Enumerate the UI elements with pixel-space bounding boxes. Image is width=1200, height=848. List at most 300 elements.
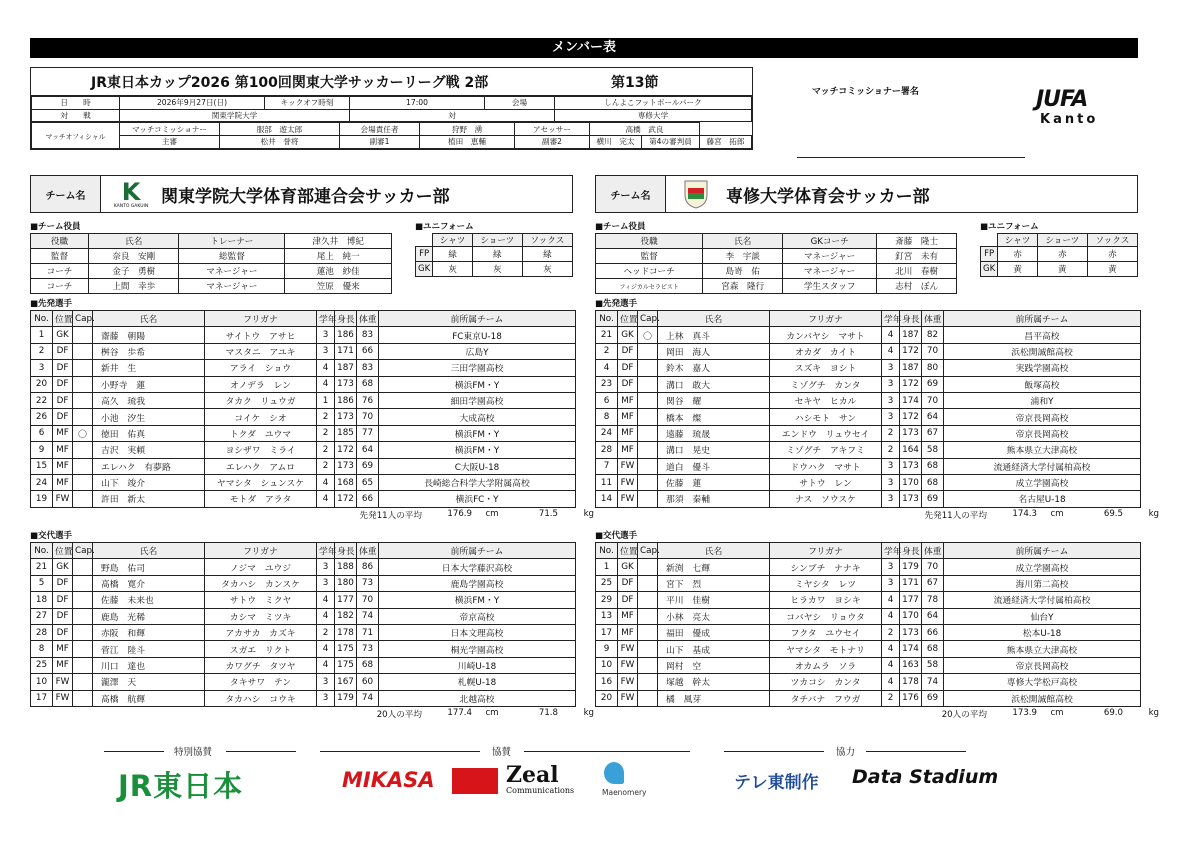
player-name: 佐藤 蓮 [658,474,770,490]
home-staff-table [30,233,392,294]
player-grade: 3 [317,690,335,706]
player-height: 170 [900,474,922,490]
uniform-color: 赤 [1037,247,1087,262]
staff-row [596,249,957,264]
staff-name: 北川 春樹 [877,264,957,279]
player-number: 22 [31,392,53,408]
average-label: 20人の平均 [376,710,422,720]
player-furigana: カワグチ タツヤ [205,657,317,673]
player-grade: 4 [882,641,900,657]
player-height: 172 [900,409,922,425]
player-height: 171 [335,343,357,359]
player-position: MF [53,425,73,441]
player-furigana: タカハシ コウキ [205,690,317,706]
player-weight: 58 [922,657,944,673]
player-prev-team: 浜松開誠館高校 [944,690,1141,706]
player-grade: 4 [882,657,900,673]
player-captain [638,575,658,591]
staff-header: 役職 [31,234,89,249]
unit-kg: kg [583,708,594,718]
player-row [596,690,1141,706]
player-weight: 68 [922,641,944,657]
player-weight: 83 [357,327,379,343]
player-name: 髙橋 寛介 [93,575,205,591]
player-number: 20 [31,376,53,392]
column-header: 学年 [882,543,900,559]
uniform-header: ソックス [1087,234,1137,247]
player-furigana: オカムラ ソラ [770,657,882,673]
player-grade: 3 [317,674,335,690]
player-prev-team: 熊本県立大津高校 [944,442,1141,458]
player-furigana: シンブチ ナナキ [770,559,882,575]
staff-header: トレーナー [179,234,285,249]
staff-role: 監督 [596,249,703,264]
column-header: 位置 [53,311,73,327]
away-uniform-table [980,233,1138,277]
player-prev-team: 帝京長岡高校 [944,409,1141,425]
player-captain [73,608,93,624]
uniform-color: 灰 [433,262,472,277]
average-height: 176.9 [447,508,472,519]
player-row [31,641,576,657]
column-header: 位置 [53,543,73,559]
player-number: 19 [31,491,53,507]
player-prev-team: 流通経済大学付属柏高校 [944,458,1141,474]
player-prev-team: 鹿島学園高校 [379,575,576,591]
staff-row [596,264,957,279]
unit-cm: cm [485,508,499,519]
player-furigana: カシマ ミツキ [205,608,317,624]
player-prev-team: 実践学園高校 [944,360,1141,376]
column-header: 身長 [335,311,357,327]
player-name: 那須 秦輔 [658,491,770,507]
average-height: 173.9 [1012,708,1037,718]
staff-name: 李 宇談 [703,249,783,264]
player-position: DF [53,409,73,425]
staff-header: 津久井 博紀 [285,234,392,249]
player-grade: 3 [317,575,335,591]
player-weight: 68 [922,474,944,490]
player-row [31,624,576,640]
player-grade: 3 [882,392,900,408]
player-captain [73,674,93,690]
player-prev-team: 成立学園高校 [944,474,1141,490]
average-weight: 69.5 [1103,508,1123,519]
player-height: 172 [335,442,357,458]
player-captain [73,343,93,359]
player-row [596,360,1141,376]
player-number: 13 [596,608,618,624]
player-prev-team: 横浜FM・Y [379,425,576,441]
player-position: DF [618,575,638,591]
player-name: 山下 基成 [658,641,770,657]
player-height: 167 [335,674,357,690]
staff-name: 奈良 安剛 [89,249,179,264]
ar1-label: 副審1 [340,136,420,149]
away-subs-title: ■交代選手 [595,531,638,541]
venue: しんよこフットボールパーク [555,97,752,110]
match-date: 2026年9月27日(日) [120,97,265,110]
player-number: 24 [31,474,53,490]
player-number: 10 [596,657,618,673]
player-grade: 2 [317,409,335,425]
player-row [31,559,576,575]
average-height: 177.4 [447,708,472,718]
player-furigana: ドウハク マサト [770,458,882,474]
home-subs-title: ■交代選手 [30,531,73,541]
home-subs-average [330,708,594,720]
player-number: 14 [596,491,618,507]
staff-name: 宮森 隆行 [703,279,783,294]
player-position: FW [618,674,638,690]
uniform-color: 緑 [472,247,522,262]
player-row [31,327,576,343]
player-name: 道白 優斗 [658,458,770,474]
player-position: GK [618,327,638,343]
player-furigana: ノジマ ユウジ [205,559,317,575]
kanto-logo-text: Kanto [1040,112,1099,127]
shield-icon [683,179,709,209]
uniform-color: 黄 [1087,262,1137,277]
player-weight: 70 [922,559,944,575]
player-weight: 70 [922,392,944,408]
player-height: 186 [335,392,357,408]
player-furigana: コバヤシ リョウタ [770,608,882,624]
player-prev-team: 細田学園高校 [379,392,576,408]
column-header: No. [31,311,53,327]
player-prev-team: 浜松開誠館高校 [944,343,1141,359]
player-furigana: スガエ リクト [205,641,317,657]
player-furigana: ナス ソウスケ [770,491,882,507]
staff-name: 金子 勇樹 [89,264,179,279]
assessor-name: 高橋 武良 [590,123,700,136]
match-info-box [30,67,753,150]
doc-title: メンバー表 [30,38,1138,58]
player-height: 175 [335,641,357,657]
player-weight: 60 [357,674,379,690]
match-title-row [31,68,752,96]
player-name: 宮下 烈 [658,575,770,591]
player-weight: 65 [357,474,379,490]
player-row [31,360,576,376]
player-number: 28 [31,624,53,640]
column-header: 氏名 [658,311,770,327]
player-furigana: コイケ シオ [205,409,317,425]
player-name: 新渕 七輝 [658,559,770,575]
player-captain [638,360,658,376]
home-subs-table [30,542,576,707]
player-captain [638,491,658,507]
staff-row [31,279,392,294]
staff-row [31,264,392,279]
away-starters-table [595,310,1141,508]
player-prev-team: 名古屋U-18 [944,491,1141,507]
player-weight: 58 [922,442,944,458]
player-number: 2 [31,343,53,359]
player-furigana: タチバナ フウガ [770,690,882,706]
player-captain [73,575,93,591]
player-number: 27 [31,608,53,624]
player-weight: 69 [357,458,379,474]
player-name: 徳田 佑真 [93,425,205,441]
player-height: 187 [900,360,922,376]
player-name: 齋藤 朝陽 [93,327,205,343]
vs-label: 対 戦 [32,109,120,122]
player-position: MF [618,442,638,458]
player-number: 23 [596,376,618,392]
player-grade: 4 [317,491,335,507]
player-position: FW [618,641,638,657]
staff-role: コーチ [31,279,89,294]
player-grade: 2 [882,690,900,706]
column-header: 位置 [618,311,638,327]
uniform-type: GK [981,262,998,277]
player-prev-team: 桐光学園高校 [379,641,576,657]
player-position: MF [618,409,638,425]
player-name: 野島 佑司 [93,559,205,575]
player-row [596,491,1141,507]
player-grade: 4 [317,657,335,673]
player-grade: 3 [317,559,335,575]
player-number: 6 [31,425,53,441]
player-position: DF [53,592,73,608]
player-position: FW [618,690,638,706]
player-captain [638,392,658,408]
away-team-box [595,175,1138,213]
player-number: 24 [596,425,618,441]
player-grade: 3 [882,559,900,575]
jufa-logo [1036,88,1126,134]
player-furigana: アライ ショウ [205,360,317,376]
player-row [596,425,1141,441]
staff-role: 監督 [31,249,89,264]
player-number: 17 [596,624,618,640]
player-weight: 76 [357,392,379,408]
player-height: 173 [335,409,357,425]
player-furigana: ミヤシタ レツ [770,575,882,591]
kickoff-time: 17:00 [350,97,485,110]
staff-role: 総監督 [179,249,285,264]
player-position: DF [618,376,638,392]
player-grade: 4 [317,474,335,490]
staff-row [596,279,957,294]
unit-cm: cm [485,708,499,718]
away-staff-table [595,233,957,294]
column-header: 前所属チーム [944,311,1141,327]
away-team: 専修大学 [555,109,752,122]
player-name: エレハク 有夢路 [93,458,205,474]
ref-name: 松井 誉将 [220,136,340,149]
column-header: 前所属チーム [379,311,576,327]
player-height: 168 [335,474,357,490]
player-grade: 4 [317,608,335,624]
player-number: 5 [31,575,53,591]
player-name: 溝口 敢大 [658,376,770,392]
staff-header: 役職 [596,234,703,249]
average-label: 先発11人の平均 [924,510,987,521]
player-furigana: タキサワ テン [205,674,317,690]
player-number: 20 [596,690,618,706]
player-height: 177 [335,592,357,608]
uniform-type: GK [416,262,433,277]
player-name: 岡村 空 [658,657,770,673]
player-captain [73,376,93,392]
player-furigana: セキヤ ヒカル [770,392,882,408]
player-name: 小野寺 蓮 [93,376,205,392]
column-header: 位置 [618,543,638,559]
player-height: 172 [900,376,922,392]
player-captain [73,592,93,608]
player-number: 21 [596,327,618,343]
player-number: 10 [31,674,53,690]
uniform-color: 赤 [1087,247,1137,262]
player-number: 18 [31,592,53,608]
player-position: DF [53,343,73,359]
player-captain: 〇 [73,425,93,441]
player-grade: 3 [882,376,900,392]
player-furigana: フクタ ユウセイ [770,624,882,640]
uniform-color: 黄 [998,262,1037,277]
player-weight: 70 [922,343,944,359]
player-captain [638,690,658,706]
staff-role: マネージャー [783,249,877,264]
player-row [31,690,576,706]
sponsor-area [104,744,1054,824]
player-number: 17 [31,690,53,706]
player-captain [73,491,93,507]
player-prev-team: 日本大学藤沢高校 [379,559,576,575]
player-captain [638,592,658,608]
home-uniform-table [415,233,573,277]
player-grade: 4 [317,641,335,657]
player-captain [73,327,93,343]
player-position: FW [53,690,73,706]
player-grade: 4 [317,376,335,392]
player-position: FW [618,474,638,490]
home-starters-table [30,310,576,508]
player-furigana: ツカコシ カンタ [770,674,882,690]
player-furigana: マスタニ アユキ [205,343,317,359]
player-weight: 69 [922,491,944,507]
player-furigana: エレハク アムロ [205,458,317,474]
column-header: 身長 [900,311,922,327]
column-header: フリガナ [205,311,317,327]
player-number: 9 [596,641,618,657]
uniform-header [981,234,998,247]
staff-header: 氏名 [89,234,179,249]
player-captain [73,360,93,376]
player-grade: 3 [882,575,900,591]
player-row [596,641,1141,657]
player-prev-team: 帝京長岡高校 [944,425,1141,441]
player-height: 172 [900,343,922,359]
player-captain [638,641,658,657]
player-position: MF [53,458,73,474]
player-position: MF [618,425,638,441]
player-height: 175 [335,657,357,673]
player-captain [638,343,658,359]
player-height: 173 [900,624,922,640]
column-header: No. [31,543,53,559]
player-weight: 69 [922,376,944,392]
player-name: 塚越 幹太 [658,674,770,690]
player-captain [73,657,93,673]
player-furigana: ミゾグチ カンタ [770,376,882,392]
player-furigana: ミゾグチ アキフミ [770,442,882,458]
player-number: 29 [596,592,618,608]
average-weight: 69.0 [1103,708,1123,718]
player-position: DF [618,343,638,359]
player-number: 25 [31,657,53,673]
player-row [31,592,576,608]
column-header: フリガナ [770,543,882,559]
player-number: 16 [596,674,618,690]
player-number: 8 [596,409,618,425]
player-row [31,409,576,425]
jufa-logo-text: JUFA [1036,87,1088,112]
player-prev-team: 横浜FM・Y [379,376,576,392]
player-prev-team: 日本文理高校 [379,624,576,640]
player-captain [73,442,93,458]
player-grade: 3 [882,360,900,376]
average-label: 先発11人の平均 [359,510,422,521]
player-height: 163 [900,657,922,673]
player-height: 173 [335,376,357,392]
column-header: 学年 [882,311,900,327]
player-height: 174 [900,641,922,657]
player-height: 179 [900,559,922,575]
player-height: 173 [900,491,922,507]
player-position: MF [53,474,73,490]
player-height: 180 [335,575,357,591]
player-row [31,608,576,624]
player-row [596,575,1141,591]
player-prev-team: 札幌U-18 [379,674,576,690]
column-header: 学年 [317,543,335,559]
data-stadium-logo: Data Stadium [852,766,999,788]
player-weight: 64 [922,409,944,425]
player-captain [638,409,658,425]
mc-label: マッチコミッショナー [120,123,220,136]
player-captain [638,474,658,490]
player-grade: 3 [882,409,900,425]
player-captain [638,674,658,690]
staff-role: フィジカルセラピスト [596,279,703,294]
home-starters-title: ■先発選手 [30,299,73,309]
player-position: FW [53,674,73,690]
player-name: 川口 達也 [93,657,205,673]
ar1-name: 植田 恵輔 [420,136,515,149]
staff-header: GKコーチ [783,234,877,249]
player-height: 177 [900,592,922,608]
player-position: MF [53,641,73,657]
player-furigana: スズキ ヨシト [770,360,882,376]
player-row [596,592,1141,608]
player-captain [638,559,658,575]
player-prev-team: 浦和Y [944,392,1141,408]
player-height: 178 [900,674,922,690]
staff-header: 氏名 [703,234,783,249]
kickoff-label: キックオフ時刻 [265,97,350,110]
player-row [31,376,576,392]
support-label: 協賛 [492,747,512,758]
home-team-box [30,175,573,213]
player-weight: 66 [922,624,944,640]
player-height: 176 [900,690,922,706]
home-starters-average [330,509,594,521]
player-weight: 67 [922,575,944,591]
player-name: 佐藤 未来也 [93,592,205,608]
